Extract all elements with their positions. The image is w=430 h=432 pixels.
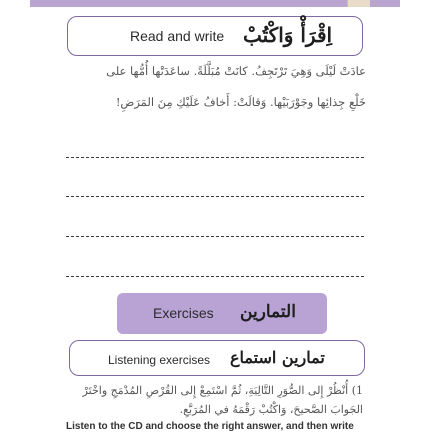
instruction-en-line: Listen to the CD and choose the right answer, and then write — [66, 421, 354, 432]
instruction-ar-line-1: 1) أُنْظُرْ إِلى الصُّوَرِ التَّالِيَةِ، ثُمَّ اسْتَمِعْ إِلى القُرْصِ المُدْمَجِ واخْتَرْ — [82, 384, 363, 397]
passage-line-1: عادَتْ لَيْلَى وَهِيَ تَرْتَجِفُ. كانَتْ مُبَلَّلَةً. ساعَدَتْها أُمُّها على — [106, 64, 366, 78]
exercises-banner — [117, 293, 327, 334]
writing-line-2[interactable] — [66, 196, 364, 197]
exercises-label-en: Exercises — [153, 305, 214, 321]
exercises-label-ar: التمارين — [240, 302, 296, 322]
writing-line-3[interactable] — [66, 236, 364, 237]
listening-label-en: Listening exercises — [108, 353, 211, 367]
writing-line-1[interactable] — [66, 157, 364, 158]
instruction-ar-line-2: الجَوابَ الصَّحيحَ، وَاكْتُبْ رَقْمَهُ في المُرَبَّعِ. — [179, 403, 363, 416]
read-write-heading-box — [67, 16, 363, 56]
read-write-label-ar: اِقْرَأْ وَاكْتُبْ — [243, 23, 333, 47]
writing-line-4[interactable] — [66, 276, 364, 277]
listening-exercises-box — [69, 340, 365, 376]
top-banner-strip — [30, 0, 400, 7]
listening-label-ar: تمارين استماع — [230, 348, 325, 367]
passage-line-2: خَلْعِ جِذائِها وجَوْرَبَيْها. وَقالَتْ: أَخافُ عَلَيْكِ مِنَ المَرَضِ! — [115, 95, 366, 109]
header-illustration — [347, 0, 370, 7]
read-write-label-en: Read and write — [130, 28, 225, 44]
